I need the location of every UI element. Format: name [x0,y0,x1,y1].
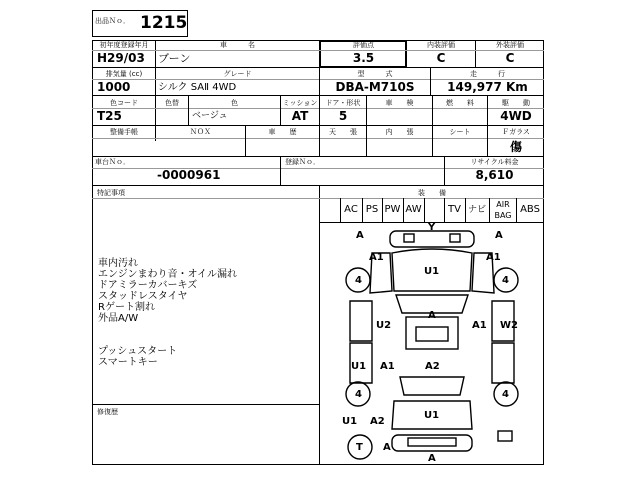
chassis-label: 車台Ｎｏ． [95,158,130,166]
note-line: スマートキー [98,357,158,368]
interior-value: C [436,51,446,65]
cc-value: 1000 [97,80,131,94]
diagram-mark: 4 [502,275,509,286]
glass-value: 傷 [509,140,522,154]
door-label: ドア・形状 [325,99,361,107]
row-line [92,156,544,157]
equipment-col-line [424,198,425,222]
grade-label: グレード [223,70,252,78]
car-diagram [320,223,544,465]
label-line [92,138,544,139]
recycle-label: リサイクル料金 [470,158,519,166]
row-line [92,125,544,126]
manual-label: 整備手帳 [110,128,138,136]
equipment-label: 装 備 [418,189,446,197]
fuel-label: 燃 料 [446,99,474,107]
diagram-mark: A1 [369,252,384,263]
diagram-mark: 4 [355,275,362,286]
note-line: 車内汚れ [98,258,138,269]
door-value: 5 [338,109,348,123]
history-label: 車 歴 [268,128,297,136]
row-line [92,67,544,68]
grade-value: シルク SAⅡ 4WD [158,82,237,93]
diagram-mark: U1 [351,361,367,372]
model-value: DBA-M710S [335,80,415,94]
repair-label: 修復歴 [97,408,118,416]
diagram-mark: T [356,442,363,453]
lot-number: 1215 [140,13,188,33]
diagram-mark: 4 [355,389,362,400]
equipment-ac: AC [344,204,358,215]
diagram-mark: U1 [342,416,358,427]
recycle-value: 8,610 [475,168,514,182]
sunroof-label: 天 張 [329,128,357,136]
diagram-mark: A [428,453,436,464]
diagram-mark: W2 [500,320,518,331]
year-value: H29/03 [97,51,145,65]
diagram-mark: A [356,230,364,241]
inspection-label: 車 検 [385,99,414,107]
drive-label: 駆 動 [502,99,530,107]
nox-label: ＮＯＸ [190,128,211,136]
diagram-mark: A2 [370,416,385,427]
equipment-aw: AW [405,204,422,215]
chassis-value: -0000961 [157,168,221,182]
note-line: Rゲート割れ [98,302,155,313]
mission-value: AT [291,109,309,123]
diagram-mark: A1 [472,320,487,331]
score-value: 3.5 [352,51,375,65]
score-label: 評価点 [353,41,374,49]
exterior-label: 外装評価 [496,41,524,49]
note-line: スタッドレスタイヤ [98,291,188,302]
color-value: ベージュ [192,111,228,121]
exterior-value: C [505,51,515,65]
note-line: 外品A/W [98,313,139,324]
color-label: 色 [231,99,238,107]
diagram-mark: Y [428,222,436,233]
diagram-mark: U1 [424,266,440,277]
diagram-mark: A [495,230,503,241]
year-label: 初年度登録年月 [99,41,149,49]
drive-value: 4WD [500,109,532,123]
color-change-label: 色替 [165,99,179,107]
repair-divider [92,404,319,405]
diagram-mark: A [383,442,391,453]
note-line: ドアミラーカバーキズ [98,280,198,291]
car-name-label: 車 名 [220,41,255,49]
color-code-label: 色コード [110,99,138,107]
mileage-value: 149,977 Km [447,80,528,94]
note-line: エンジンまわり音・オイル漏れ [98,269,237,280]
cc-label: 排気量 (cc) [105,70,143,78]
seat-label: シート [449,128,471,136]
interior-trim-label: 内 張 [385,128,414,136]
equipment-navi: ナビ [467,205,486,215]
row-line [92,185,544,186]
diagram-mark: A1 [380,361,395,372]
color-code-value: T25 [97,109,122,123]
model-label: 型 式 [357,70,393,78]
diagram-mark: A2 [425,361,440,372]
car-name-value: ブーン [158,52,191,65]
mission-label: ミッション [282,99,318,107]
mileage-label: 走 行 [470,70,505,78]
equipment-ps: PS [365,204,379,215]
diagram-mark: U1 [424,410,440,421]
interior-label: 内装評価 [427,41,455,49]
equipment-airbag: AIR BAG [494,200,512,220]
diagram-mark: U2 [376,320,392,331]
equipment-pw: PW [384,204,401,215]
equipment-abs: ABS [520,204,540,215]
row-line [92,95,544,96]
notes-label: 特記事項 [97,189,125,197]
diagram-mark: 4 [502,389,509,400]
glass-label: Ｆガラス [502,128,530,136]
col-line [280,156,281,185]
note-line: プッシュスタート [98,346,178,357]
registration-label: 登録Ｎｏ． [285,158,320,166]
equipment-tv: TV [448,204,461,215]
diagram-mark: A [428,310,436,321]
diagram-mark: A1 [486,252,501,263]
lot-label: 出品Ｎｏ． [95,17,130,25]
